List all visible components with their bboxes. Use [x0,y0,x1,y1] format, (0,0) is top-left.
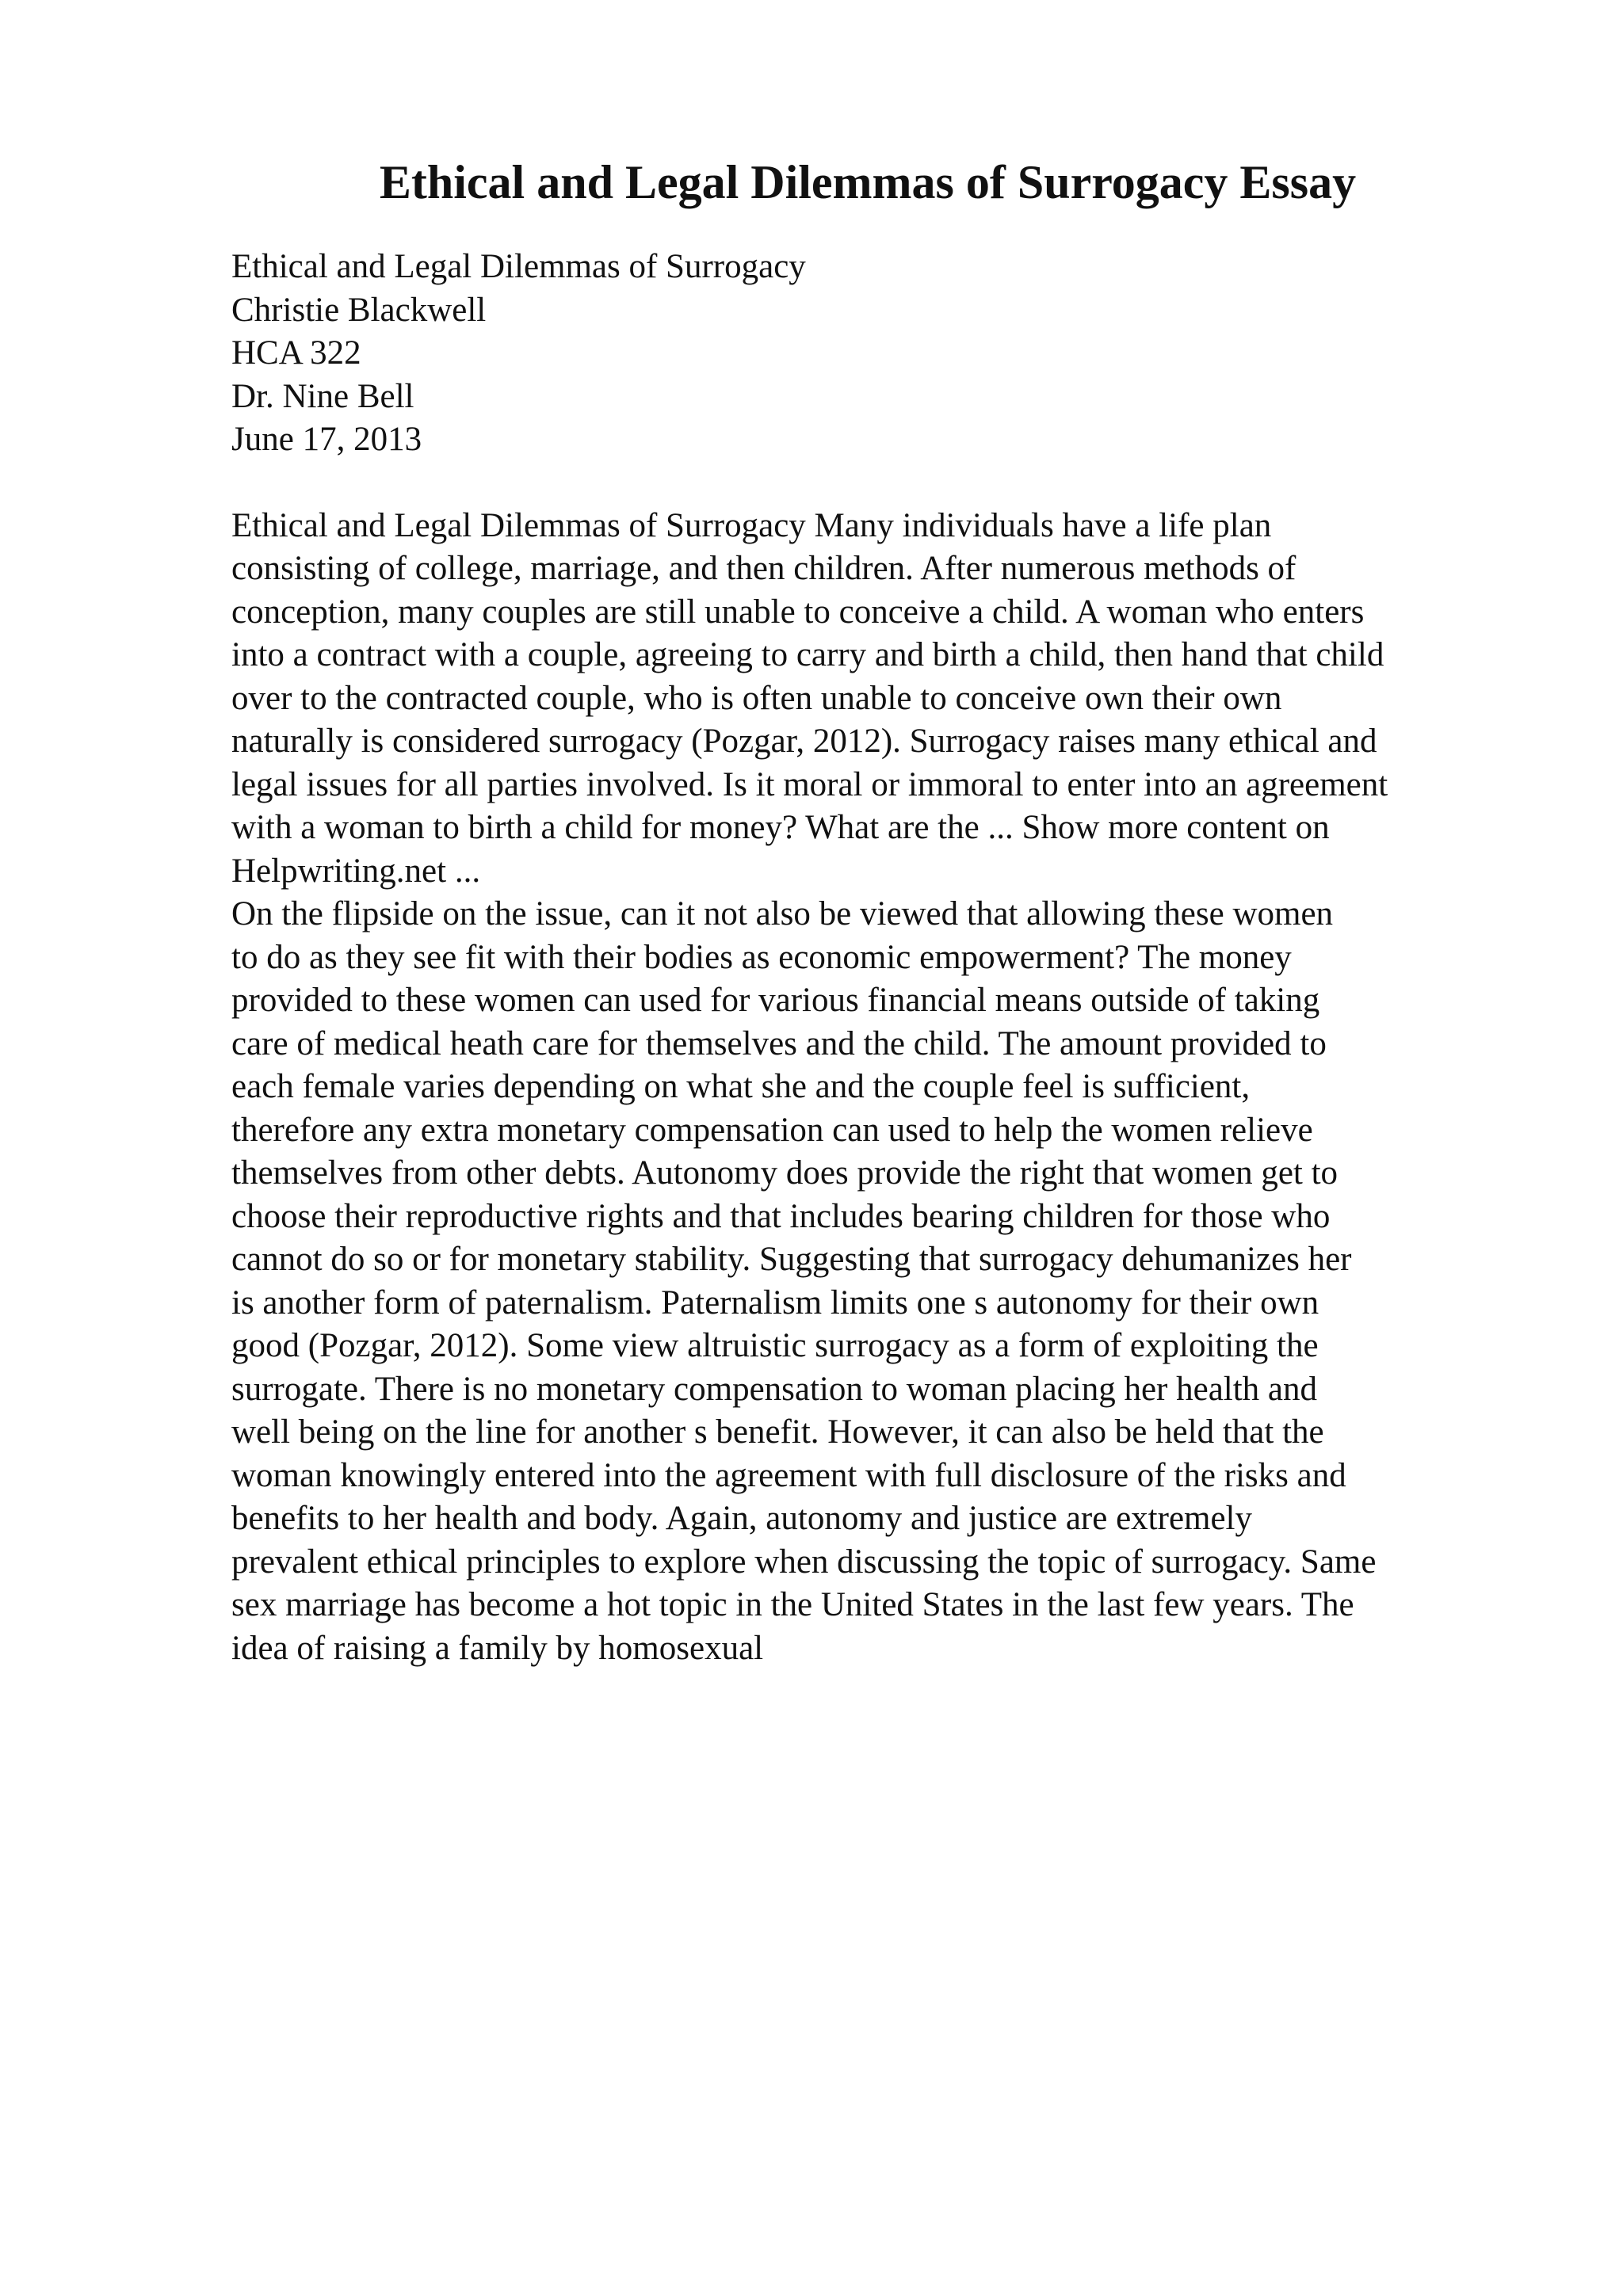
paragraph-line: into a contract with a couple, agreeing to carry and birth a child, then hand that child [231,636,1384,673]
document-title: Ethical and Legal Dilemmas of Surrogacy Essay [379,156,1357,208]
paragraph-line: woman knowingly entered into the agreement with full disclosure of the risks and [231,1456,1346,1494]
essay-date: June 17, 2013 [231,421,422,458]
paragraph-line: prevalent ethical principles to explore when discussing the topic of surrogacy. Same [231,1543,1377,1581]
author-name: Christie Blackwell [231,291,487,329]
paragraph-line: idea of raising a family by homosexual [231,1629,764,1667]
paragraph-line: well being on the line for another s benefit. However, it can also be held that the [231,1413,1324,1451]
paragraph-line: each female varies depending on what she and the couple feel is sufficient, [231,1068,1251,1105]
paragraph-line: sex marriage has become a hot topic in the United States in the last few years. The [231,1586,1354,1623]
paragraph-line: care of medical heath care for themselves and the child. The amount provided to [231,1024,1327,1062]
paragraph-line: good (Pozgar, 2012). Some view altruistic surrogacy as a form of exploiting the [231,1327,1319,1364]
paragraph-line: On the flipside on the issue, can it not also be viewed that allowing these women [231,895,1334,933]
main-paragraph [231,893,1531,1670]
intro-paragraph [231,505,1531,894]
paragraph-line: with a woman to birth a child for money? What are the ... Show more content on [231,809,1330,846]
instructor-name: Dr. Nine Bell [231,377,414,415]
paragraph-line: themselves from other debts. Autonomy does provide the right that women get to [231,1154,1338,1192]
paragraph-line: therefore any extra monetary compensation can used to help the women relieve [231,1111,1313,1149]
paragraph-line: naturally is considered surrogacy (Pozgar, 2012). Surrogacy raises many ethical and [231,723,1377,760]
paragraph-line: consisting of college, marriage, and then children. After numerous methods of [231,550,1296,587]
paragraph-line: choose their reproductive rights and that includes bearing children for those who [231,1197,1331,1235]
paragraph-line: benefits to her health and body. Again, autonomy and justice are extremely [231,1500,1253,1537]
essay-header-title: Ethical and Legal Dilemmas of Surrogacy [231,248,806,285]
paragraph-line: Ethical and Legal Dilemmas of Surrogacy Many individuals have a life plan [231,506,1272,544]
paragraph-line: is another form of paternalism. Paternalism limits one s autonomy for their own [231,1283,1319,1322]
paragraph-line: over to the contracted couple, who is often unable to conceive own their own [231,679,1282,717]
document-body [231,246,1531,1670]
paragraph-line: conception, many couples are still unable to conceive a child. A woman who enters [231,593,1365,631]
course-code: HCA 322 [231,334,361,372]
paragraph-line: provided to these women can used for various financial means outside of taking [231,982,1320,1019]
paragraph-line: surrogate. There is no monetary compensation to woman placing her health and [231,1370,1318,1408]
paragraph-line: cannot do so or for monetary stability. Suggesting that surrogacy dehumanizes her [231,1241,1352,1278]
paragraph-line: to do as they see fit with their bodies as economic empowerment? The money [231,938,1292,976]
paragraph-line: legal issues for all parties involved. Is it moral or immoral to enter into an agreement [231,765,1388,803]
paragraph-line: Helpwriting.net ... [231,852,481,890]
essay-header-block [231,246,1531,462]
